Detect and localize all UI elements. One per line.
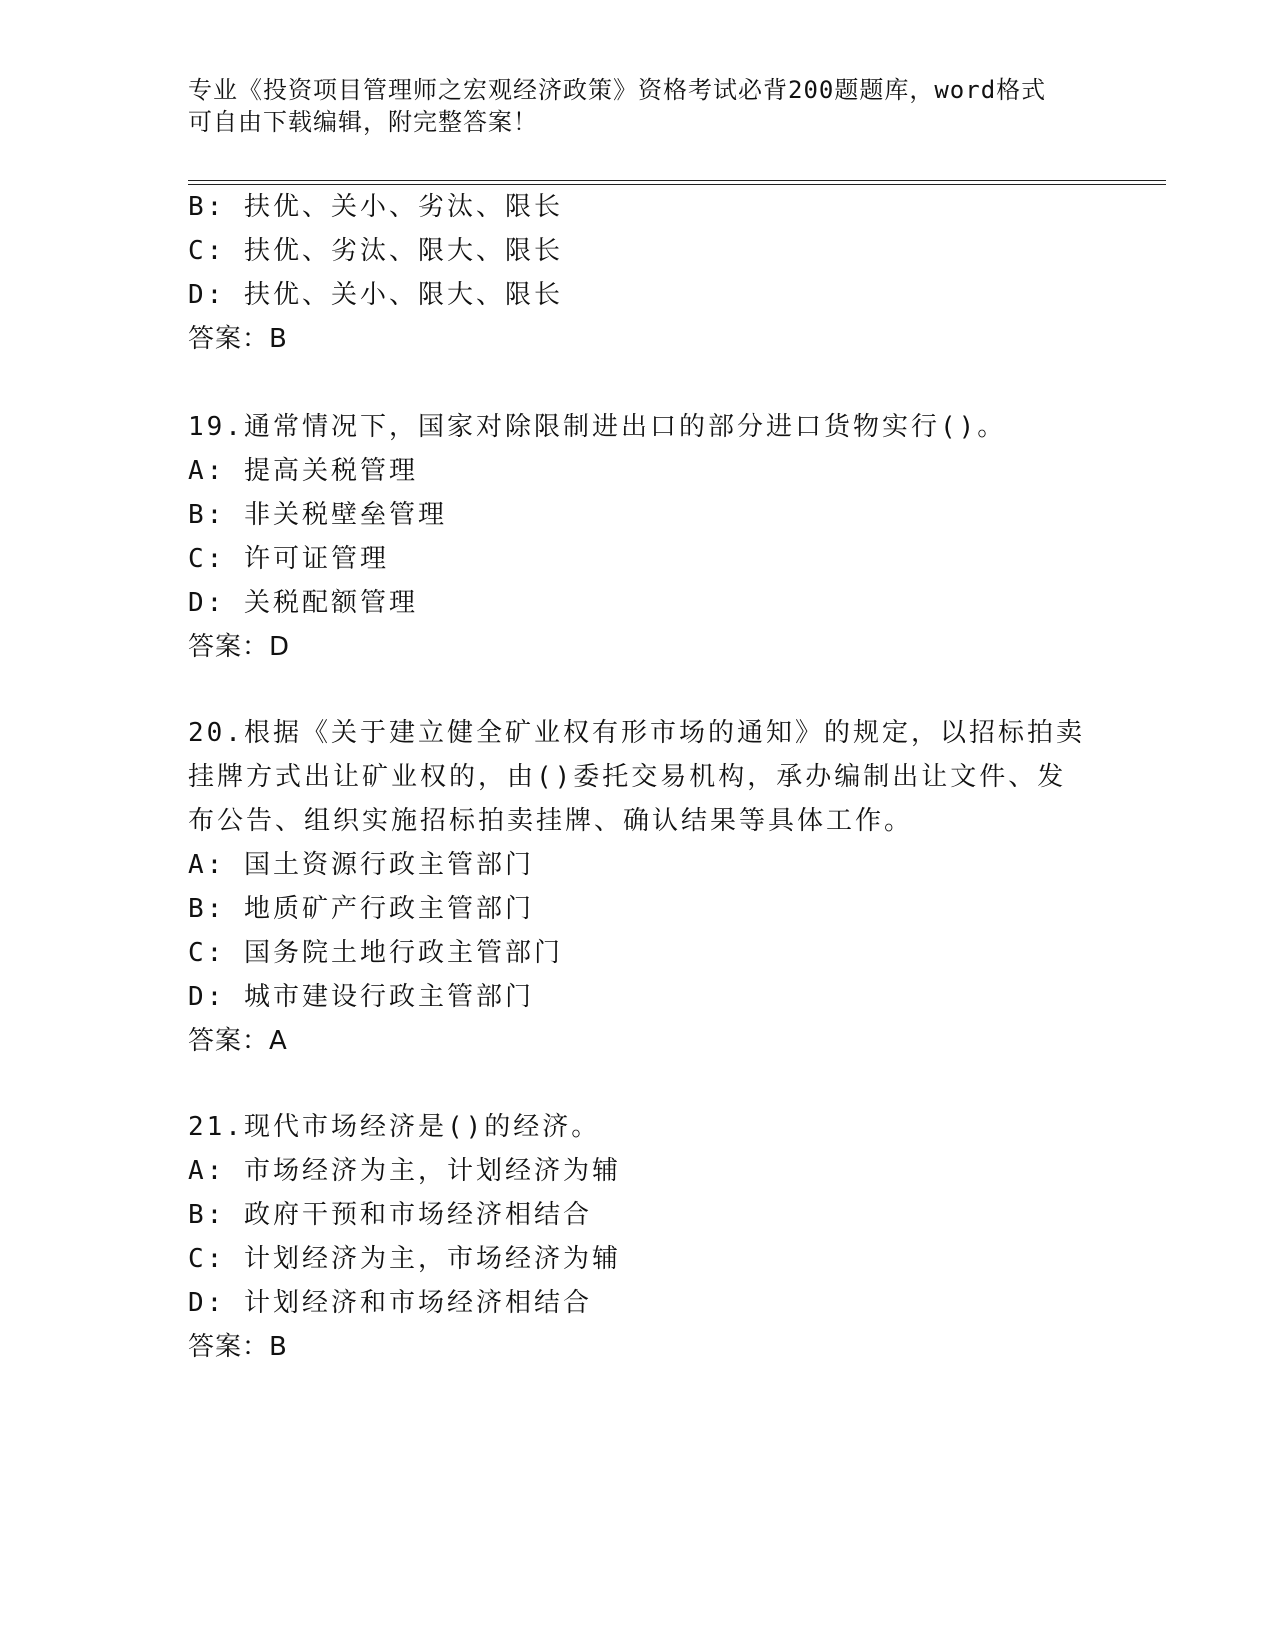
q21-answer: 答案：B: [188, 1332, 288, 1362]
q19-option-d: D: 关税配额管理: [188, 588, 418, 618]
q21-option-b: B: 政府干预和市场经济相结合: [188, 1200, 592, 1230]
q19-question: 19.通常情况下，国家对除限制进出口的部分进口货物实行()。: [188, 412, 1007, 442]
q18-option-d: D: 扶优、关小、限大、限长: [188, 280, 563, 310]
q20-question-line-3: 布公告、组织实施招标拍卖挂牌、确认结果等具体工作。: [188, 806, 914, 836]
q19-option-b: B: 非关税壁垒管理: [188, 500, 447, 530]
header-divider-bottom: [188, 184, 1166, 185]
q20-question-line-2: 挂牌方式出让矿业权的，由()委托交易机构，承办编制出让文件、发: [188, 762, 1067, 792]
q19-option-c: C: 许可证管理: [188, 544, 389, 574]
q20-option-a: A: 国土资源行政主管部门: [188, 850, 534, 880]
q19-option-a: A: 提高关税管理: [188, 456, 418, 486]
q18-option-b: B: 扶优、关小、劣汰、限长: [188, 192, 563, 222]
q18-answer: 答案：B: [188, 324, 288, 354]
q19-answer: 答案：D: [188, 632, 291, 662]
q21-question: 21.现代市场经济是()的经济。: [188, 1112, 601, 1142]
q20-answer: 答案：A: [188, 1026, 288, 1056]
q18-option-c: C: 扶优、劣汰、限大、限长: [188, 236, 563, 266]
document-header: 专业《投资项目管理师之宏观经济政策》资格考试必背200题题库，word格式可自由下载编辑，附完整答案！: [188, 76, 1047, 136]
q20-option-d: D: 城市建设行政主管部门: [188, 982, 534, 1012]
q20-option-b: B: 地质矿产行政主管部门: [188, 894, 534, 924]
q21-option-c: C: 计划经济为主，市场经济为辅: [188, 1244, 621, 1274]
q20-question-line-1: 20.根据《关于建立健全矿业权有形市场的通知》的规定，以招标拍卖: [188, 718, 1085, 748]
header-divider-top: [188, 180, 1166, 181]
q21-option-d: D: 计划经济和市场经济相结合: [188, 1288, 592, 1318]
q20-option-c: C: 国务院土地行政主管部门: [188, 938, 563, 968]
q21-option-a: A: 市场经济为主，计划经济为辅: [188, 1156, 621, 1186]
